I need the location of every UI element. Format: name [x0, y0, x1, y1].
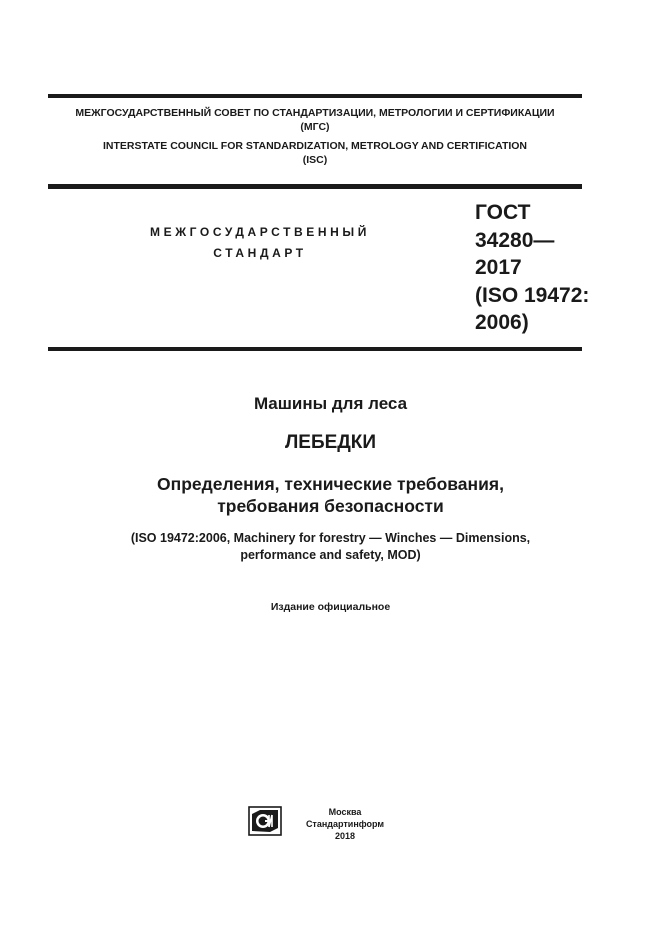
council-name-en: [48, 139, 582, 167]
standard-kind-line2: СТАНДАРТ: [213, 246, 307, 260]
council-name-ru: [48, 106, 582, 134]
gost-designation: [475, 199, 595, 337]
council-en-abbr: (ISC): [302, 154, 328, 166]
document-description: [0, 473, 661, 517]
middle-rule: [48, 184, 582, 189]
standard-kind: [110, 222, 410, 264]
designation-line5: 2006): [475, 311, 529, 334]
iso-reference-line2: performance and safety, MOD): [240, 548, 421, 562]
publisher-city: Москва: [328, 807, 362, 817]
top-rule: [48, 94, 582, 98]
standard-kind-line1: МЕЖГОСУДАРСТВЕННЫЙ: [150, 225, 370, 239]
designation-line2: 34280—: [475, 228, 555, 252]
publisher-year: 2018: [334, 831, 356, 841]
document-title: Машины для леса: [253, 394, 408, 413]
description-line1: Определения, технические требования,: [157, 474, 504, 494]
edition-label: Издание официальное: [270, 601, 391, 613]
bottom-rule: [48, 347, 582, 351]
document-subtitle: ЛЕБЕДКИ: [284, 432, 377, 453]
iso-reference: [0, 530, 661, 564]
council-ru-line1: МЕЖГОСУДАРСТВЕННЫЙ СОВЕТ ПО СТАНДАРТИЗАЦИИ, МЕТРОЛОГИИ И СЕРТИФИКАЦИИ: [75, 107, 555, 119]
council-ru-abbr: (МГС): [300, 121, 330, 133]
publisher-name: Стандартинформ: [305, 819, 385, 829]
publisher-info: [300, 806, 390, 842]
designation-line1: ГОСТ: [475, 201, 531, 224]
standartinform-logo-icon: [248, 806, 282, 836]
iso-reference-line1: (ISO 19472:2006, Machinery for forestry — Winches — Dimensions,: [130, 531, 531, 545]
designation-line3: 2017: [475, 256, 522, 279]
council-en-line1: INTERSTATE COUNCIL FOR STANDARDIZATION, METROLOGY AND CERTIFICATION: [102, 140, 528, 152]
description-line2: требования безопасности: [217, 496, 444, 516]
designation-line4: (ISO 19472:: [475, 283, 590, 307]
